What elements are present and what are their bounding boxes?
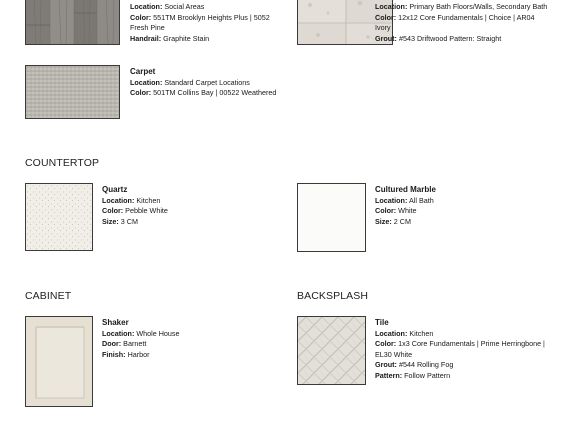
shaker-finish: Finish: Harbor	[102, 349, 150, 359]
tile-top-grout: Grout: #543 Driftwood Pattern: Straight	[375, 33, 502, 43]
wood-info	[130, 2, 290, 44]
white-marble-icon	[298, 184, 366, 252]
shaker-location: Location: Whole House	[102, 328, 180, 338]
section-backsplash: BACKSPLASH	[297, 290, 369, 302]
speckled-carpet-icon	[26, 66, 120, 119]
quartz-location: Location: Kitchen	[102, 195, 161, 205]
section-countertop: COUNTERTOP	[25, 157, 100, 169]
pebble-quartz-icon	[26, 184, 93, 251]
quartz-swatch	[25, 183, 93, 251]
herringbone-swatch	[297, 316, 366, 385]
tile-grout: Grout: #544 Rolling Fog	[375, 360, 454, 370]
tile-location: Location: Kitchen	[375, 328, 434, 338]
marble-location: Location: All Bath	[375, 195, 434, 205]
quartz-size: Size: 3 CM	[102, 216, 138, 226]
shaker-door-icon	[26, 317, 93, 407]
carpet-location: Location: Standard Carpet Locations	[130, 77, 250, 87]
tile-color: Color: 1x3 Core Fundamentals | Prime Herringbone | EL30 White	[375, 339, 545, 359]
quartz-info	[102, 184, 262, 227]
shaker-swatch	[25, 316, 93, 407]
herringbone-tile-icon	[298, 317, 366, 385]
wood-grain-icon	[26, 0, 120, 45]
tile-top-location: Location: Primary Bath Floors/Walls, Secondary Bath	[375, 2, 548, 11]
carpet-color: Color: 501TM Collins Bay | 00522 Weathered	[130, 88, 277, 98]
shaker-info	[102, 317, 262, 360]
carpet-info	[130, 66, 280, 99]
wood-handrail: Handrail: Graphite Stain	[130, 33, 210, 43]
marble-swatch	[297, 183, 366, 252]
quartz-color: Color: Pebble White	[102, 206, 168, 216]
carpet-swatch	[25, 65, 120, 119]
quartz-name: Quartz	[102, 185, 128, 194]
marble-info	[375, 184, 545, 227]
marble-size: Size: 2 CM	[375, 216, 411, 226]
carpet-name: Carpet	[130, 67, 156, 76]
shaker-name: Shaker	[102, 318, 129, 327]
wood-swatch	[25, 0, 120, 45]
section-cabinet: CABINET	[25, 290, 72, 302]
tile-pattern: Pattern: Follow Pattern	[375, 370, 451, 380]
wood-location: Location: Social Areas	[130, 2, 205, 11]
shaker-door: Door: Barnett	[102, 339, 147, 349]
wood-color: Color: 551TM Brooklyn Heights Plus | 5052 Fresh Pine	[130, 12, 270, 33]
tile-info	[375, 317, 553, 381]
tile-top-color: Color: 12x12 Core Fundamentals | Choice | AR04 Ivory	[375, 12, 535, 33]
tile-name: Tile	[375, 318, 389, 327]
marble-name: Cultured Marble	[375, 185, 436, 194]
marble-color: Color: White	[375, 206, 417, 216]
tile-top-info	[375, 2, 551, 44]
